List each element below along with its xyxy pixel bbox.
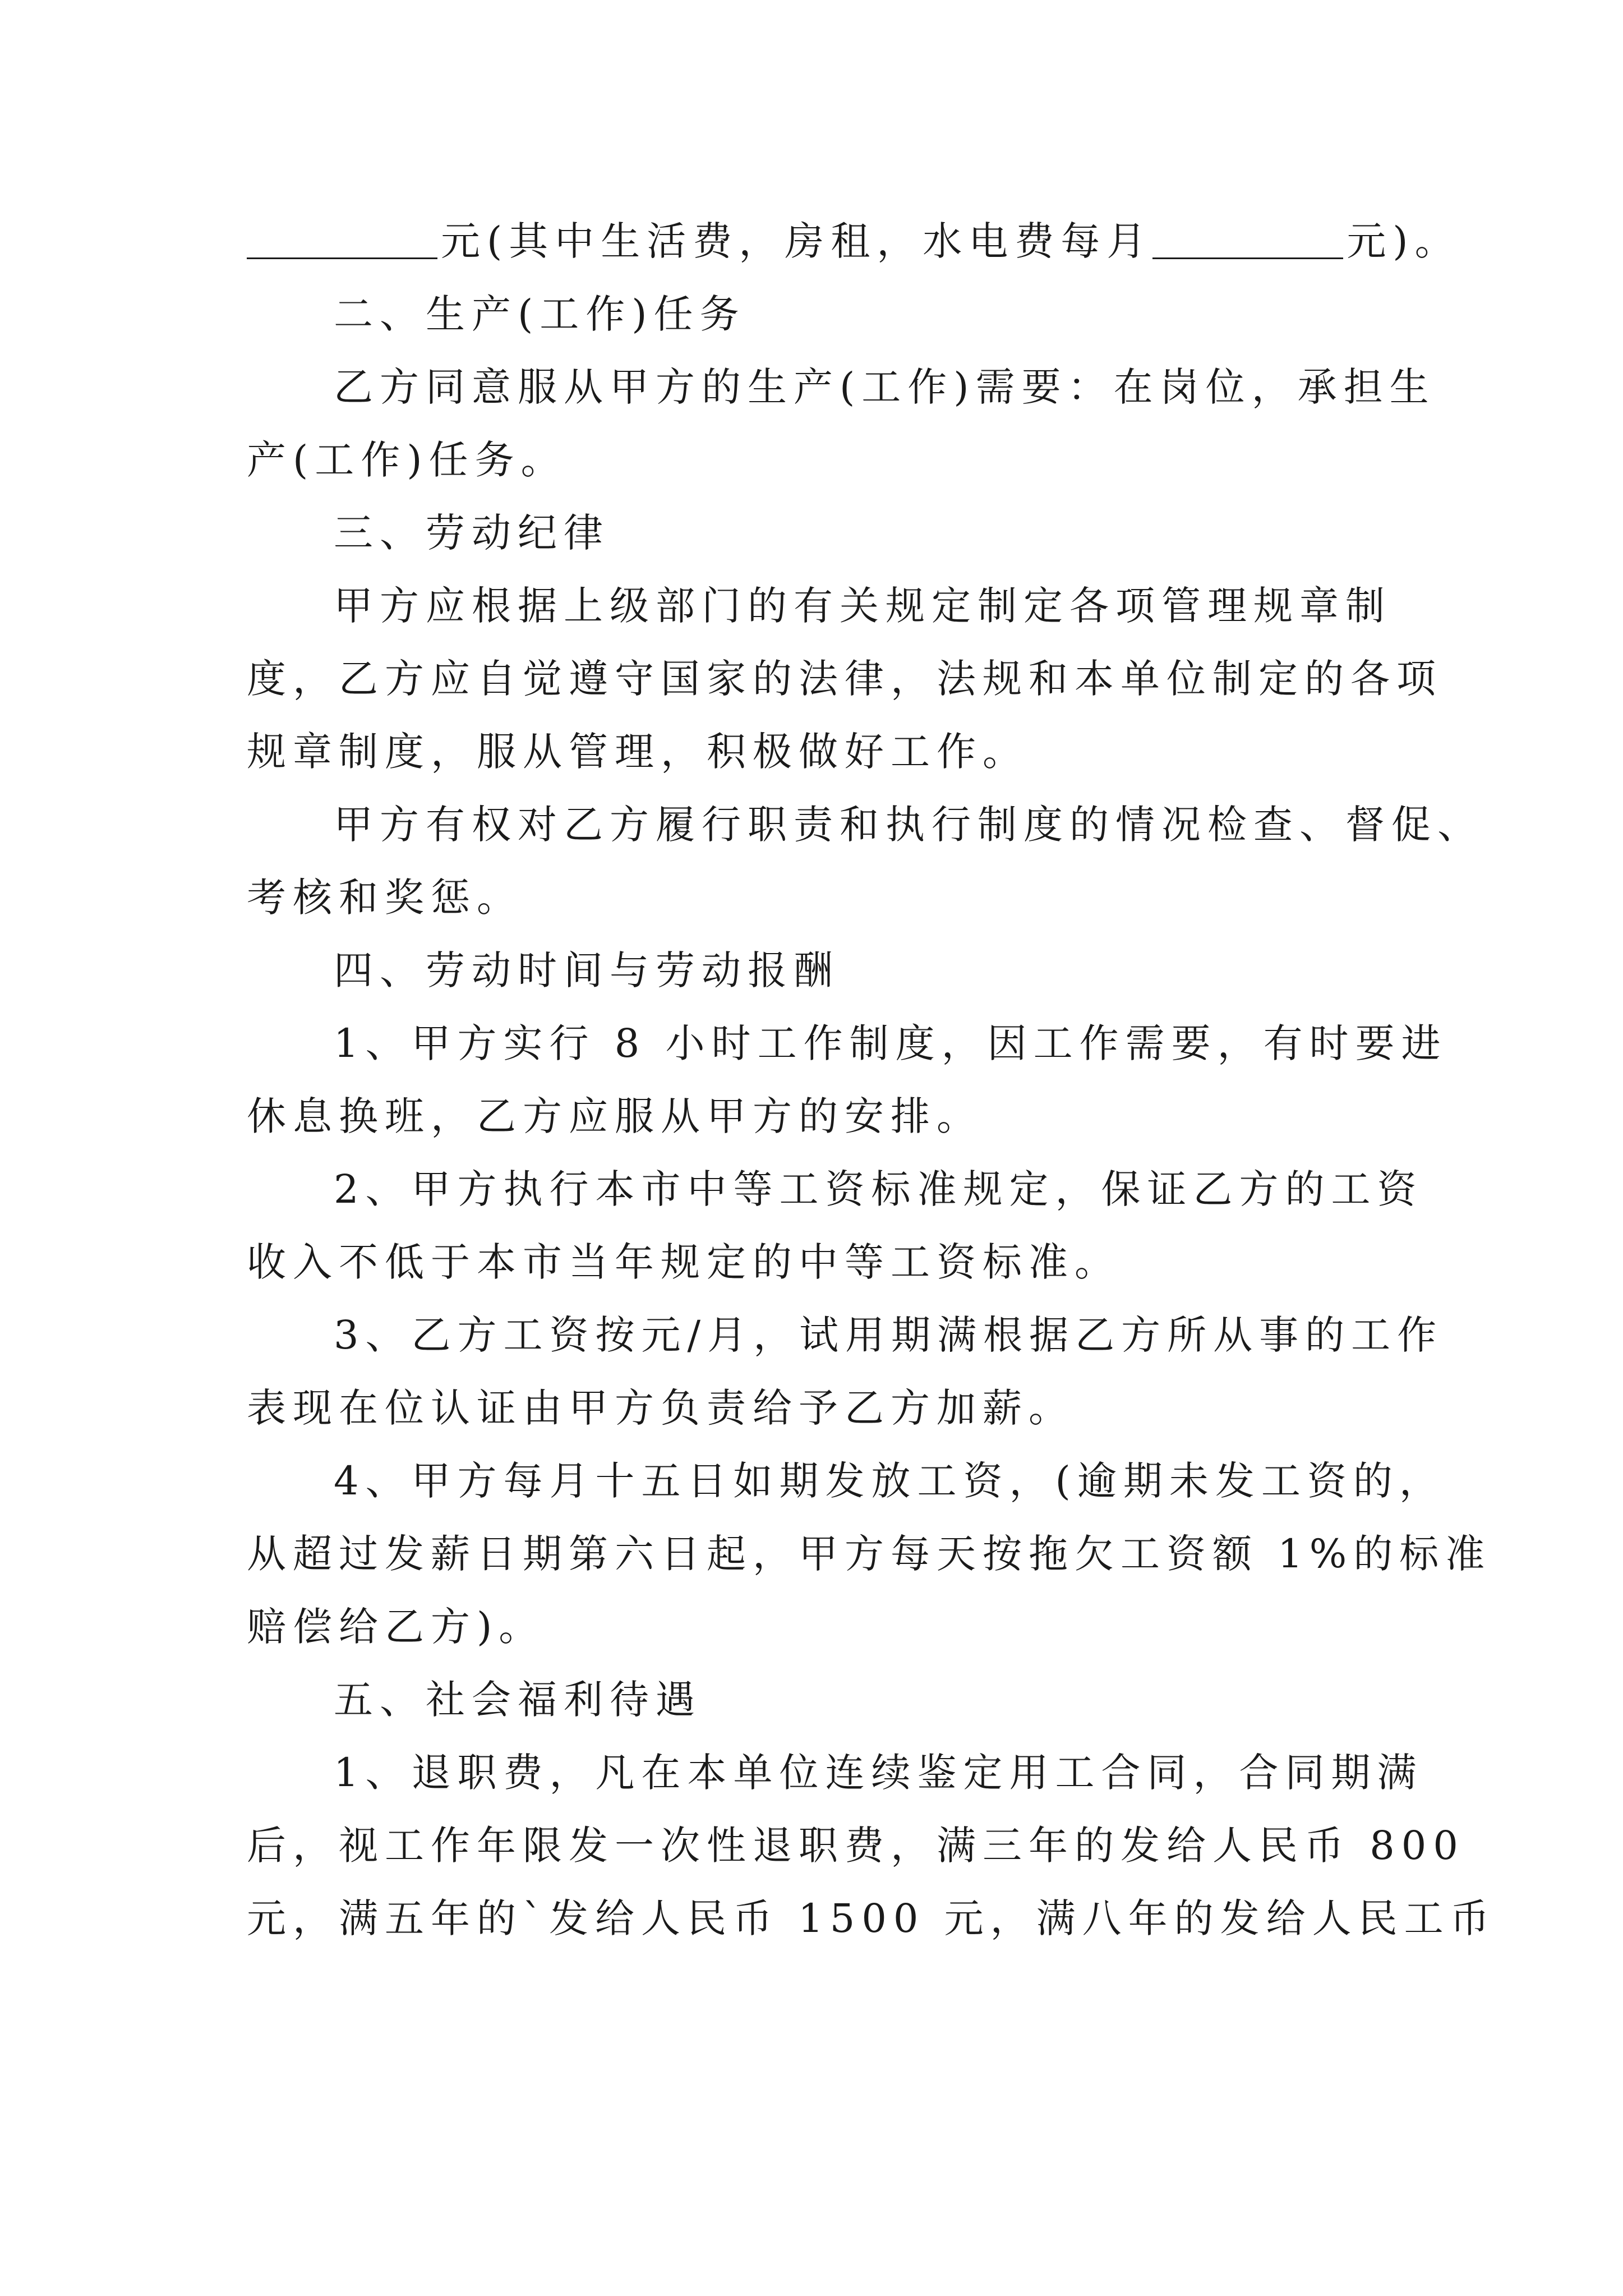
- section-heading: 四、劳动时间与劳动报酬: [334, 947, 840, 993]
- paragraph-line: 4、甲方每月十五日如期发放工资，(逾期未发工资的，: [334, 1458, 1445, 1504]
- paragraph-line: 1、退职费，凡在本单位连续鉴定用工合同，合同期满: [334, 1750, 1423, 1796]
- paragraph-line: 乙方同意服从甲方的生产(工作)需要：在岗位，承担生: [334, 364, 1436, 410]
- text-line-1: [247, 205, 1461, 278]
- paragraph-line: 收入不低于本市当年规定的中等工资标准。: [247, 1239, 1121, 1285]
- paragraph-line: 元，满五年的`发给人民币 1500 元，满八年的发给人民工币: [247, 1895, 1496, 1941]
- paragraph-line: 3、乙方工资按元/月，试用期满根据乙方所从事的工作: [334, 1312, 1444, 1358]
- paragraph-line: 甲方应根据上级部门的有关规定制定各项管理规章制: [334, 583, 1391, 629]
- paragraph-line: 考核和奖惩。: [247, 875, 523, 921]
- paragraph-line: 赔偿给乙方)。: [247, 1604, 545, 1650]
- section-heading: 五、社会福利待遇: [334, 1677, 702, 1723]
- paragraph-line: 度，乙方应自觉遵守国家的法律，法规和本单位制定的各项: [247, 656, 1442, 702]
- paragraph-line: 休息换班，乙方应服从甲方的安排。: [247, 1093, 983, 1139]
- paragraph-line: 表现在位认证由甲方负责给予乙方加薪。: [247, 1385, 1075, 1431]
- paragraph-line: 规章制度，服从管理，积极做好工作。: [247, 729, 1029, 775]
- paragraph-line: 从超过发薪日期第六日起，甲方每天按拖欠工资额 1%的标准: [247, 1531, 1492, 1577]
- section-heading: 二、生产(工作)任务: [334, 291, 746, 337]
- paragraph-line: 2、甲方执行本市中等工资标准规定，保证乙方的工资: [334, 1166, 1423, 1212]
- paragraph-line: 1、甲方实行 8 小时工作制度，因工作需要，有时要进: [334, 1020, 1447, 1066]
- paragraph-line: 产(工作)任务。: [247, 437, 567, 483]
- section-heading: 三、劳动纪律: [334, 510, 610, 556]
- text-segment: 元)。: [1347, 218, 1461, 264]
- fill-in-blank: [247, 218, 437, 259]
- paragraph-line: 后，视工作年限发一次性退职费，满三年的发给人民币 800: [247, 1823, 1465, 1869]
- paragraph-line: 甲方有权对乙方履行职责和执行制度的情况检查、督促、: [334, 802, 1483, 848]
- fill-in-blank: [1152, 218, 1343, 259]
- text-segment: 元(其中生活费，房租，水电费每月: [441, 218, 1153, 264]
